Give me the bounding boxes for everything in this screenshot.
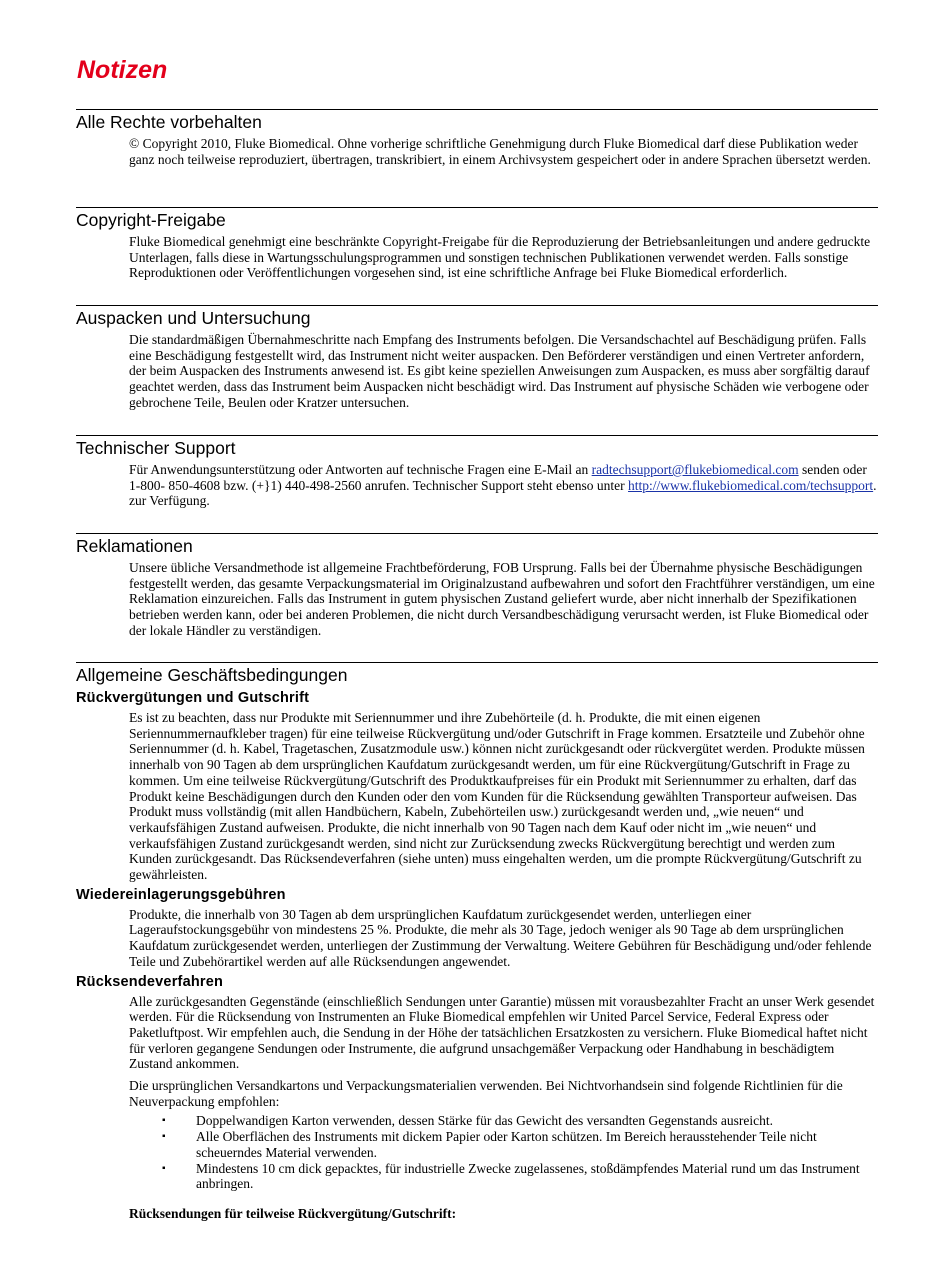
subsection-heading-refunds: Rückvergütungen und Gutschrift: [76, 690, 310, 706]
list-item: ▪ Mindestens 10 cm dick gepacktes, für industrielle Zwecke zugelassenes, stoßdämpfendes Material rund um das Instrument anbringen.: [162, 1160, 860, 1192]
section-divider: [76, 435, 878, 436]
bullet-icon: ▪: [162, 1131, 166, 1143]
section-divider: [76, 305, 878, 306]
section-heading: Alle Rechte vorbehalten: [76, 112, 262, 132]
section-text: Unsere übliche Versandmethode ist allgemeine Frachtbeförderung, FOB Ursprung. Falls bei der Übernahme physische Beschädigungen festgestellt werden, das gesamte Verpackungsmaterial im Originalzustand aufbewahren und sofort den Frachtführer verständigen, um eine Reklamation einzureichen. Falls das Instrument in gutem physischen Zustand geliefert wurde, aber nicht innerhalb der Spezifikationen betrieben werden kann, oder bei anderen Problemen, die nicht durch Versandbeschädigung verursacht werden, ist Fluke Biomedical oder der lokale Händler zu verständigen.: [129, 560, 875, 638]
bullet-icon: ▪: [162, 1162, 166, 1174]
partial-returns-heading: Rücksendungen für teilweise Rückvergütung/Gutschrift:: [129, 1205, 457, 1221]
section-claims: [76, 533, 878, 639]
refunds-text: Es ist zu beachten, dass nur Produkte mit Seriennummer und ihre Zubehörteile (d. h. Produkte, die mit einen eigenen Seriennummernaufkleber tragen) für eine teilweise Rückvergütung und/oder Gutschrift in Frage kommen. Ersatzteile und Zubehör ohne Seriennummer (d. h. Kabel, Tragetaschen, Zusatzmodule usw.) können nicht zurückgesandt oder rückvergütet werden. Produkte müssen innerhalb von 90 Tagen ab dem ursprünglichen Kaufdatum zurückgesandt werden, um für eine Rückvergütung/Gutschrift in Frage zu kommen. Um eine teilweise Rückvergütung/Gutschrift des Produktkaufpreises für ein Produkt mit Seriennummer zu erhalten, darf das Produkt keine Beschädigungen durch den Kunden oder den vom Kunden für die Rücksendung gewählten Transporteur aufweisen. Das Produkt muss vollständig (mit allen Handbüchern, Kabeln, Zubehörteilen usw.) zurückgesandt werden und, „wie neuen“ und verkaufsfähigen Zustand aufweisen. Produkte, die nicht innerhalb von 90 Tagen nach dem Kauf oder nicht im „wie neuen“ und verkaufsfähigen Zustand zurückgesandt werden, sind nicht zur Zurücksendung zwecks Rückvergütung berechtigt und werden zum Kunden zurückgesandt. Das Rücksendeverfahren (siehe unten) muss eingehalten werden, um die prompte Rückvergütung/Gutschrift zu gewährleisten.: [129, 710, 865, 883]
list-item: ▪ Alle Oberflächen des Instruments mit dickem Papier oder Karton schützen. Im Bereich herausstehender Teile nicht scheuerndes Material verwenden.: [162, 1129, 817, 1160]
section-divider: [76, 662, 878, 663]
section-divider: [76, 109, 878, 110]
section-rights: [76, 109, 878, 167]
section-heading: Copyright-Freigabe: [76, 210, 226, 230]
section-text: [129, 462, 877, 509]
section-text: Fluke Biomedical genehmigt eine beschränkte Copyright-Freigabe für die Reproduzierung der Betriebsanleitungen und andere gedruckte Unterlagen, falls diese in Wartungsschulungsprogrammen und sonstigen technischen Publikationen verwendet werden. Falls sonstige Reproduktionen oder Veröffentlichungen vorgesehen sind, ist eine schriftliche Anfrage bei Fluke Biomedical erforderlich.: [129, 234, 871, 281]
section-terms: [76, 662, 878, 1222]
section-copyright: [76, 207, 878, 281]
bullet-icon: ▪: [162, 1115, 166, 1127]
section-heading: Technischer Support: [76, 438, 236, 458]
section-unpacking: [76, 305, 878, 411]
support-url-link[interactable]: http://www.flukebiomedical.com/techsupport: [628, 477, 874, 493]
returns-text: Alle zurückgesandten Gegenstände (einschließlich Sendungen unter Garantie) müssen mit vorausbezahlter Fracht an unser Werk gesendet werden. Für die Rücksendung von Instrumenten an Fluke Biomedical empfehlen wir United Parcel Service, Federal Express oder Paketluftpost. Wir empfehlen auch, die Sendung in der Höhe der tatsächlichen Ersatzkosten zu versichern. Fluke Biomedical haftet nicht für verloren gegangene Sendungen oder Instrumente, die aufgrund unsachgemäßer Verpackung oder Handhabung in beschädigtem Zustand ankommen.: [129, 993, 875, 1072]
support-email-link[interactable]: radtechsupport@flukebiomedical.com: [591, 462, 799, 477]
support-text-b: senden oder 1-800- 850-4608 bzw. (+}1) 440-498-2560 anrufen. Technischer Support steht ebenso unter: [129, 462, 867, 493]
section-heading: Allgemeine Geschäftsbedingungen: [76, 665, 348, 685]
support-text-c: . zur Verfügung.: [129, 477, 877, 509]
section-divider: [76, 207, 878, 208]
section-heading: Reklamationen: [76, 536, 193, 556]
subsection-heading-returns: Rücksendeverfahren: [76, 973, 224, 990]
page-title: Notizen: [77, 56, 168, 84]
section-text: © Copyright 2010, Fluke Biomedical. Ohne vorherige schriftliche Genehmigung durch Fluke Biomedical darf diese Publikation weder ganz noch teilweise reproduziert, übertragen, transkribiert, in einem Archivsystem gespeichert oder in andere Sprachen übersetzt werden.: [129, 136, 871, 167]
section-heading: Auspacken und Untersuchung: [76, 308, 311, 328]
section-support: [76, 435, 878, 509]
section-divider: [76, 533, 878, 534]
support-text-a: Für Anwendungsunterstützung oder Antworten auf technische Fragen eine E-Mail an: [129, 462, 592, 477]
restocking-text: Produkte, die innerhalb von 30 Tagen ab dem ursprünglichen Kaufdatum zurückgesendet werden, unterliegen einer Lageraufstockungsgebühr von mindestens 25 %. Produkte, die mehr als 30 Tage, jedoch weniger als 90 Tage ab dem ursprünglichen Kaufdatum zurückgesendet werden, unterliegen der Zustimmung der Verwaltung. Weitere Gebühren für Beschädigung und/oder fehlende Teile und Zubehörartikel werden auf alle Rücksendungen angewendet.: [129, 906, 872, 969]
list-item: ▪ Doppelwandigen Karton verwenden, dessen Stärke für das Gewicht des versandten Gegenstands ausreicht.: [162, 1113, 773, 1129]
subsection-heading-restocking: Wiedereinlagerungsgebühren: [76, 886, 286, 903]
packing-guidelines-list: [76, 1113, 878, 1192]
returns-text-2: Die ursprünglichen Versandkartons und Verpackungsmaterialien verwenden. Bei Nichtvorhandsein sind folgende Richtlinien für die Neuverpackung empfohlen:: [129, 1078, 843, 1109]
section-text: Die standardmäßigen Übernahmeschritte nach Empfang des Instruments befolgen. Die Versandschachtel auf Beschädigung prüfen. Falls eine Beschädigung festgestellt wird, das Instrument nicht weiter auspacken. Den Beförderer verständigen und einen Vertreter anfordern, der beim Auspacken des Instruments anwesend ist. Es gibt keine speziellen Anweisungen zum Auspacken, es muss aber sorgfältig darauf geachtet werden, dass das Instrument beim Auspacken nicht beschädigt wird. Das Instrument auf physische Schäden wie verbogene oder gebrochene Teile, Beulen oder Kratzer untersuchen.: [129, 332, 870, 410]
